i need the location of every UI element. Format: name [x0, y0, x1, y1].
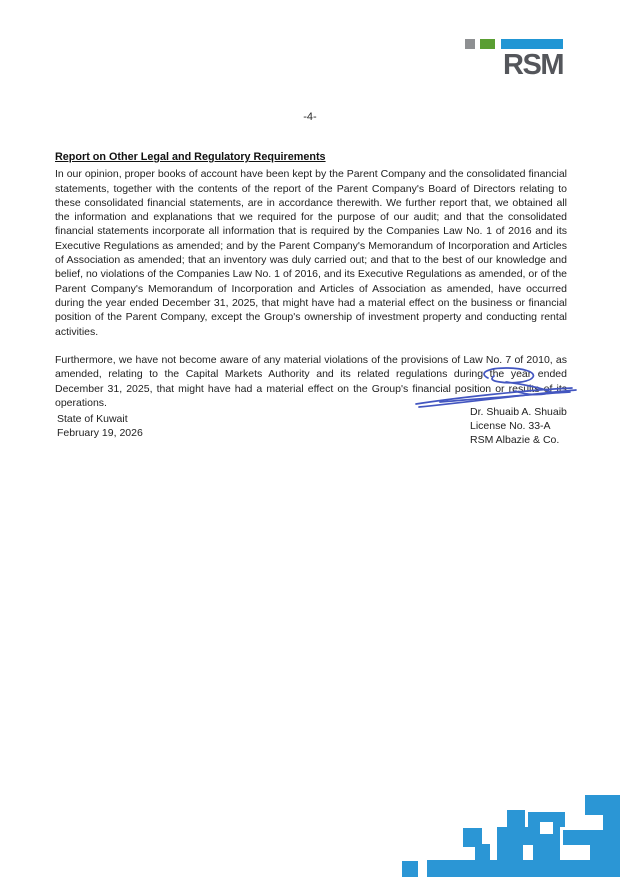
- signatory-block: [470, 405, 567, 448]
- place-date-block: [57, 412, 143, 440]
- logo-green-block-icon: [480, 39, 495, 49]
- page-number: -4-: [303, 111, 317, 123]
- signatory-name: Dr. Shuaib A. Shuaib: [470, 406, 567, 418]
- mosaic-square: [475, 844, 490, 861]
- mosaic-square: [507, 810, 525, 860]
- mosaic-notch: [523, 845, 533, 860]
- place-label: State of Kuwait: [57, 413, 128, 425]
- logo-blue-block-icon: [501, 39, 563, 49]
- mosaic-square: [463, 828, 482, 847]
- signatory-firm: RSM Albazie & Co.: [470, 434, 560, 447]
- signatory-license: License No. 33-A: [470, 420, 551, 433]
- report-paragraph-2: Furthermore, we have not become aware of any material violations of the provisions of Law No. 7 of 2010, as amended, relating to the Capital Markets Authority and its related regulations during the year ended December 31, 2025, that might have had a material effect on the Group's financial position or results of its operations.: [55, 354, 567, 410]
- signature-ink: [410, 361, 582, 411]
- report-heading: Report on Other Legal and Regulatory Requirements: [55, 151, 326, 163]
- mosaic-square: [402, 861, 418, 877]
- rsm-logo-blocks: [465, 39, 563, 49]
- rsm-logo-text: RSM: [503, 49, 563, 81]
- mosaic-notch: [540, 822, 553, 834]
- mosaic-square: [603, 815, 620, 831]
- mosaic-square: [427, 860, 620, 877]
- mosaic-square: [563, 830, 620, 845]
- rsm-logo: [465, 39, 563, 81]
- logo-gray-block-icon: [465, 39, 475, 49]
- mosaic-square: [528, 812, 565, 827]
- mosaic-square: [497, 827, 560, 860]
- mosaic-square: [585, 795, 620, 815]
- date-label: February 19, 2026: [57, 427, 143, 440]
- report-paragraph-1: In our opinion, proper books of account have been kept by the Parent Company and the consolidated financial statements, together with the contents of the report of the Parent Company's Board of Directors relating to these consolidated financial statements, are in accordance therewith. We further report that, we obtained all the information and explanations that we required for the purpose of our audit; and that the consolidated financial statements incorporate all information that is required by the Companies Law No. 1 of 2016 and its Executive Regulations as amended; and by the Parent Company's Memorandum of Incorporation and Articles of Association as amended; that an inventory was duly carried out; and that to the best of our knowledge and belief, no violations of the Companies Law No. 1 of 2016, and its Executive Regulations as amended, or of the Parent Company's Memorandum of Incorporation and Articles of Association as amended, have occurred during the year ended December 31, 2025, that might have had a material effect on the business or financial position of the Parent Company, except the Group's ownership of investment property and conducting rental activities.: [55, 168, 567, 338]
- mosaic-square: [590, 845, 620, 860]
